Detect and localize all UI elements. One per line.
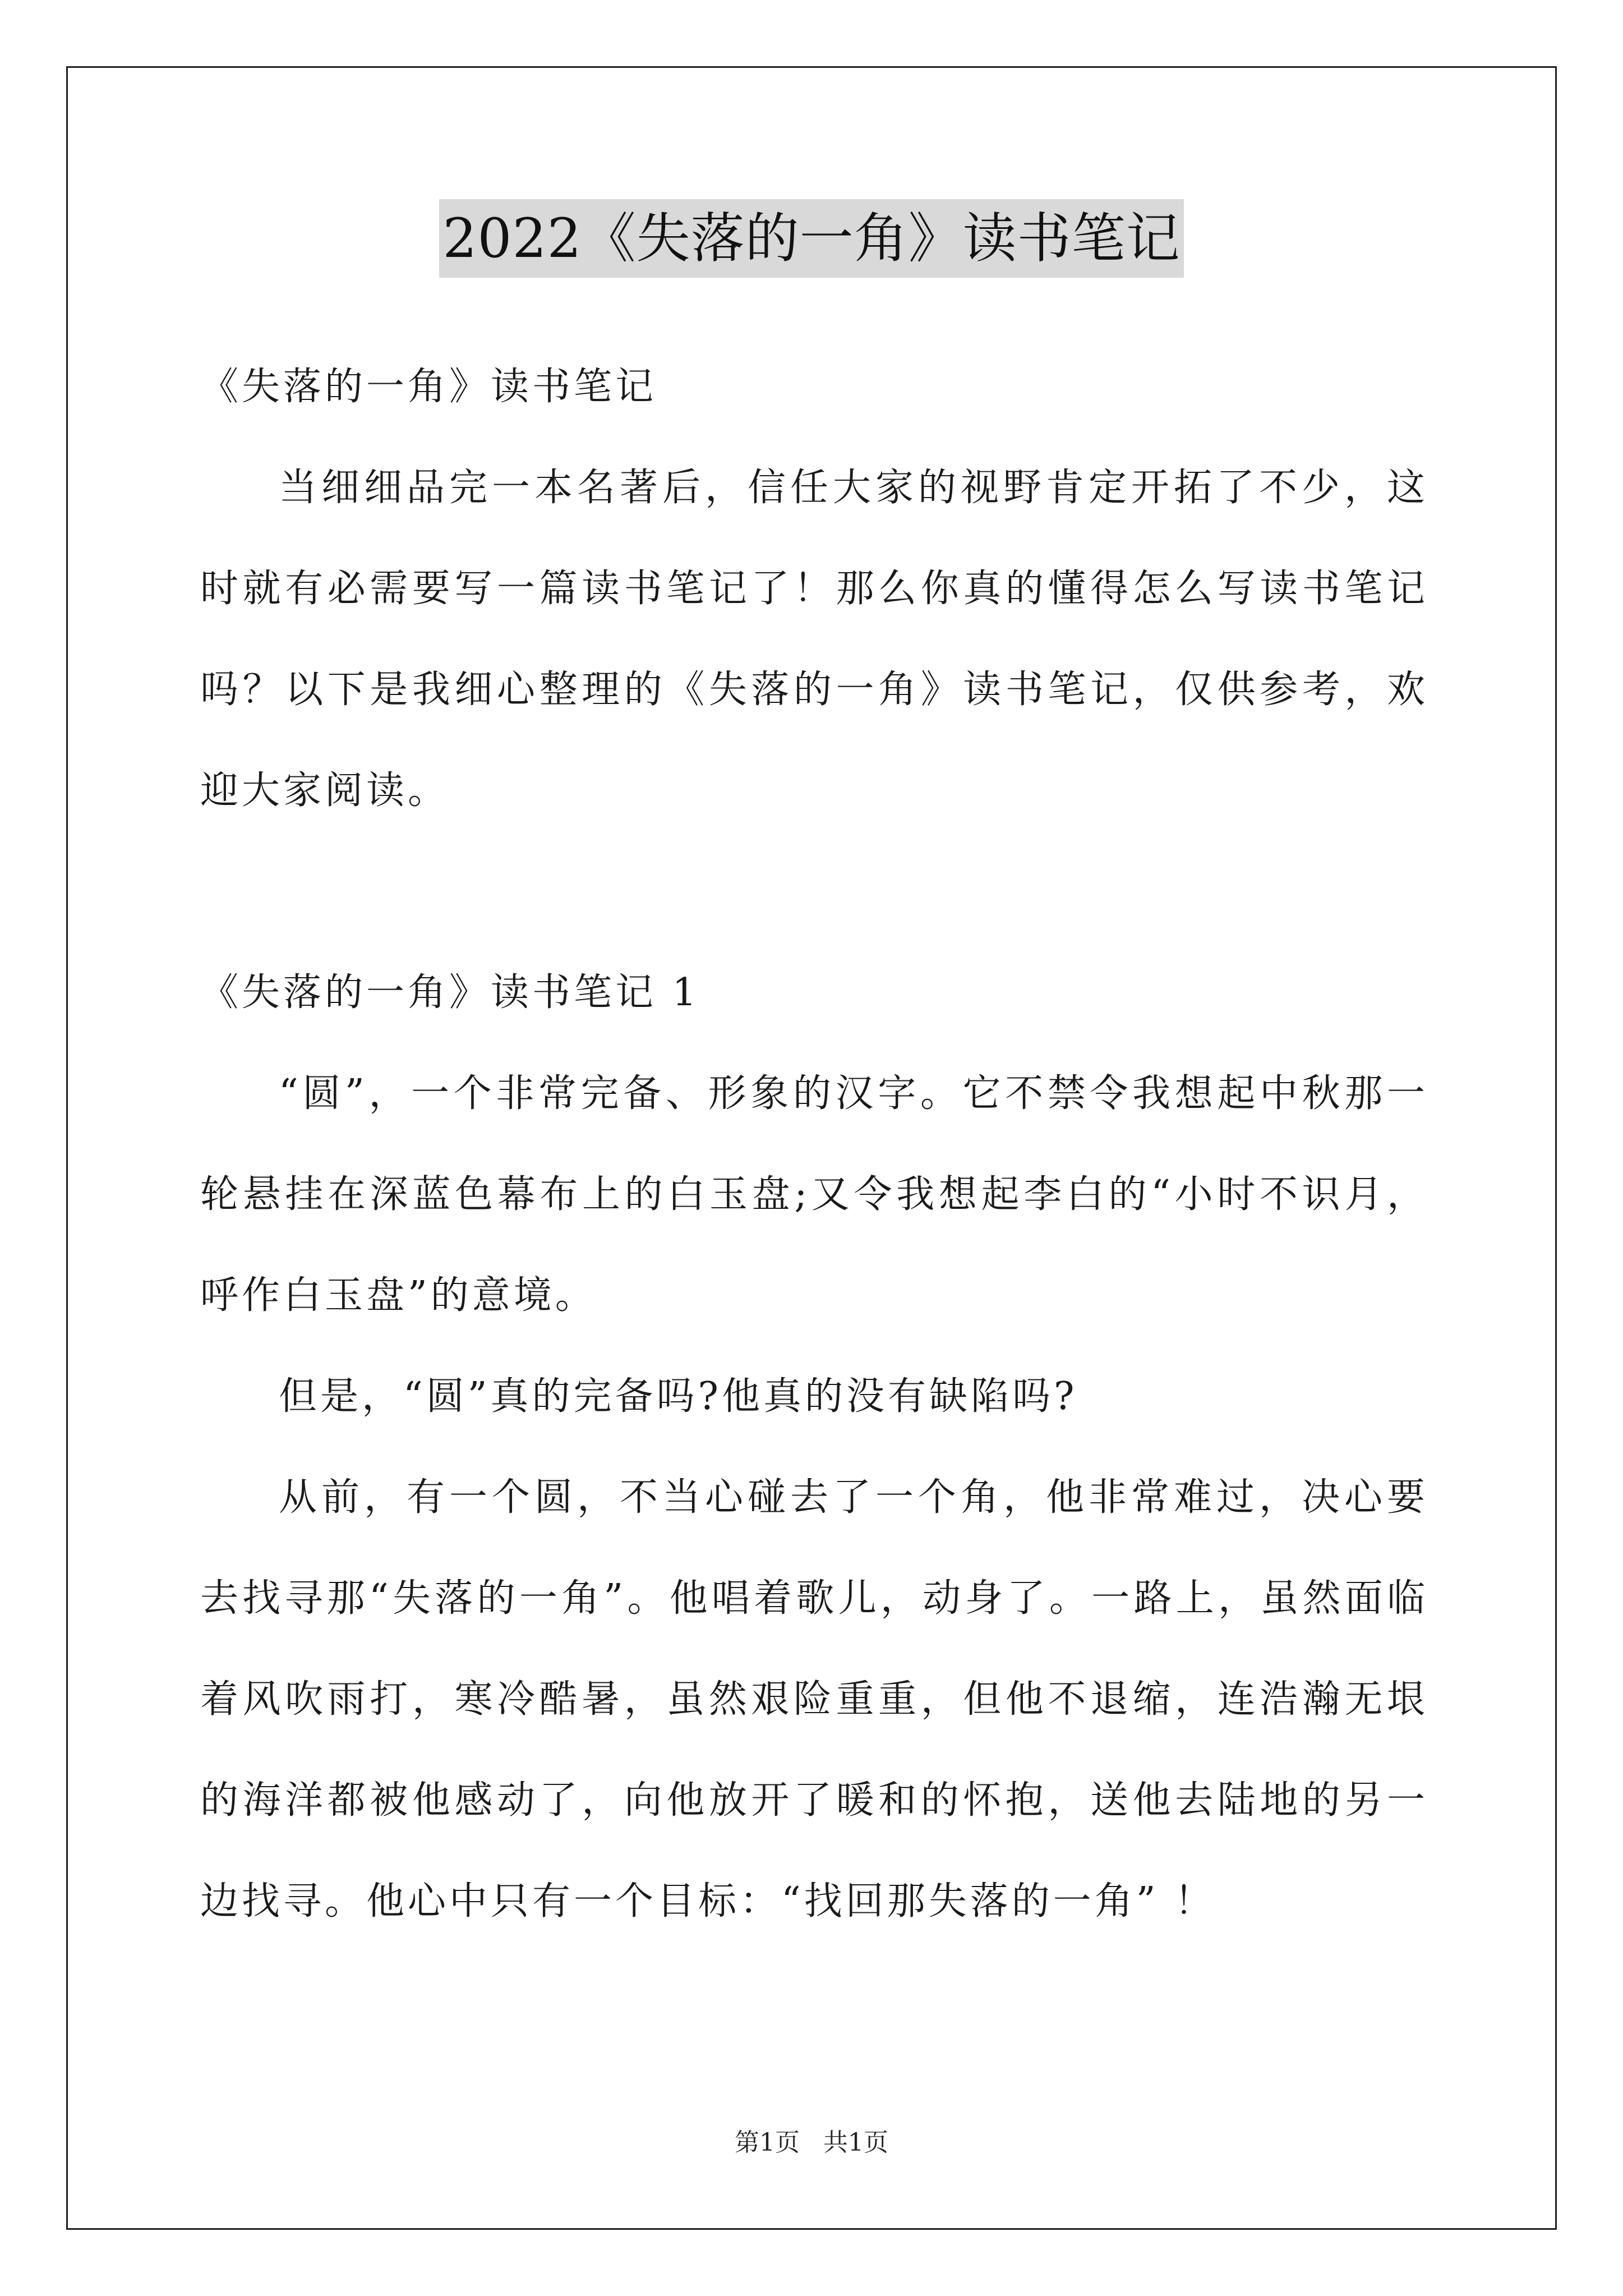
section-heading: 《失落的一角》读书笔记 1: [200, 970, 700, 1015]
body-paragraph: 但是，“圆”真的完备吗?他真的没有缺陷吗?: [279, 1374, 1078, 1419]
page-footer: 第1页 共1页: [735, 2128, 888, 2157]
body-paragraph: 当细细品完一本名著后，信任大家的视野肯定开拓了不少，这时就有必需要写一篇读书笔记了！那么你真的懂得怎么写读书笔记吗？以下是我细心整理的《失落的一角》读书笔记，仅供参考，欢迎大家阅读。: [200, 466, 1428, 813]
document-body: [200, 337, 1428, 1952]
body-paragraph: 从前，有一个圆，不当心碰去了一个角，他非常难过，决心要去找寻那“失落的一角”。他唱着歌儿，动身了。一路上，虽然面临着风吹雨打，寒冷酷暑，虽然艰险重重，但他不退缩，连浩瀚无垠的海洋都被他感动了，向他放开了暖和的怀抱，送他去陆地的另一边找寻。他心中只有一个目标：“找回那失落的一角” ！: [200, 1475, 1428, 1924]
title-container: [0, 199, 1623, 278]
paragraph-spacer: [200, 841, 1428, 942]
document-title: 2022《失落的一角》读书笔记: [439, 199, 1183, 278]
section-heading: 《失落的一角》读书笔记: [200, 365, 657, 409]
body-paragraph: “圆”，一个非常完备、形象的汉字。它不禁令我想起中秋那一轮悬挂在深蓝色幕布上的白玉盘;又令我想起李白的“小时不识月，呼作白玉盘”的意境。: [200, 1071, 1428, 1318]
